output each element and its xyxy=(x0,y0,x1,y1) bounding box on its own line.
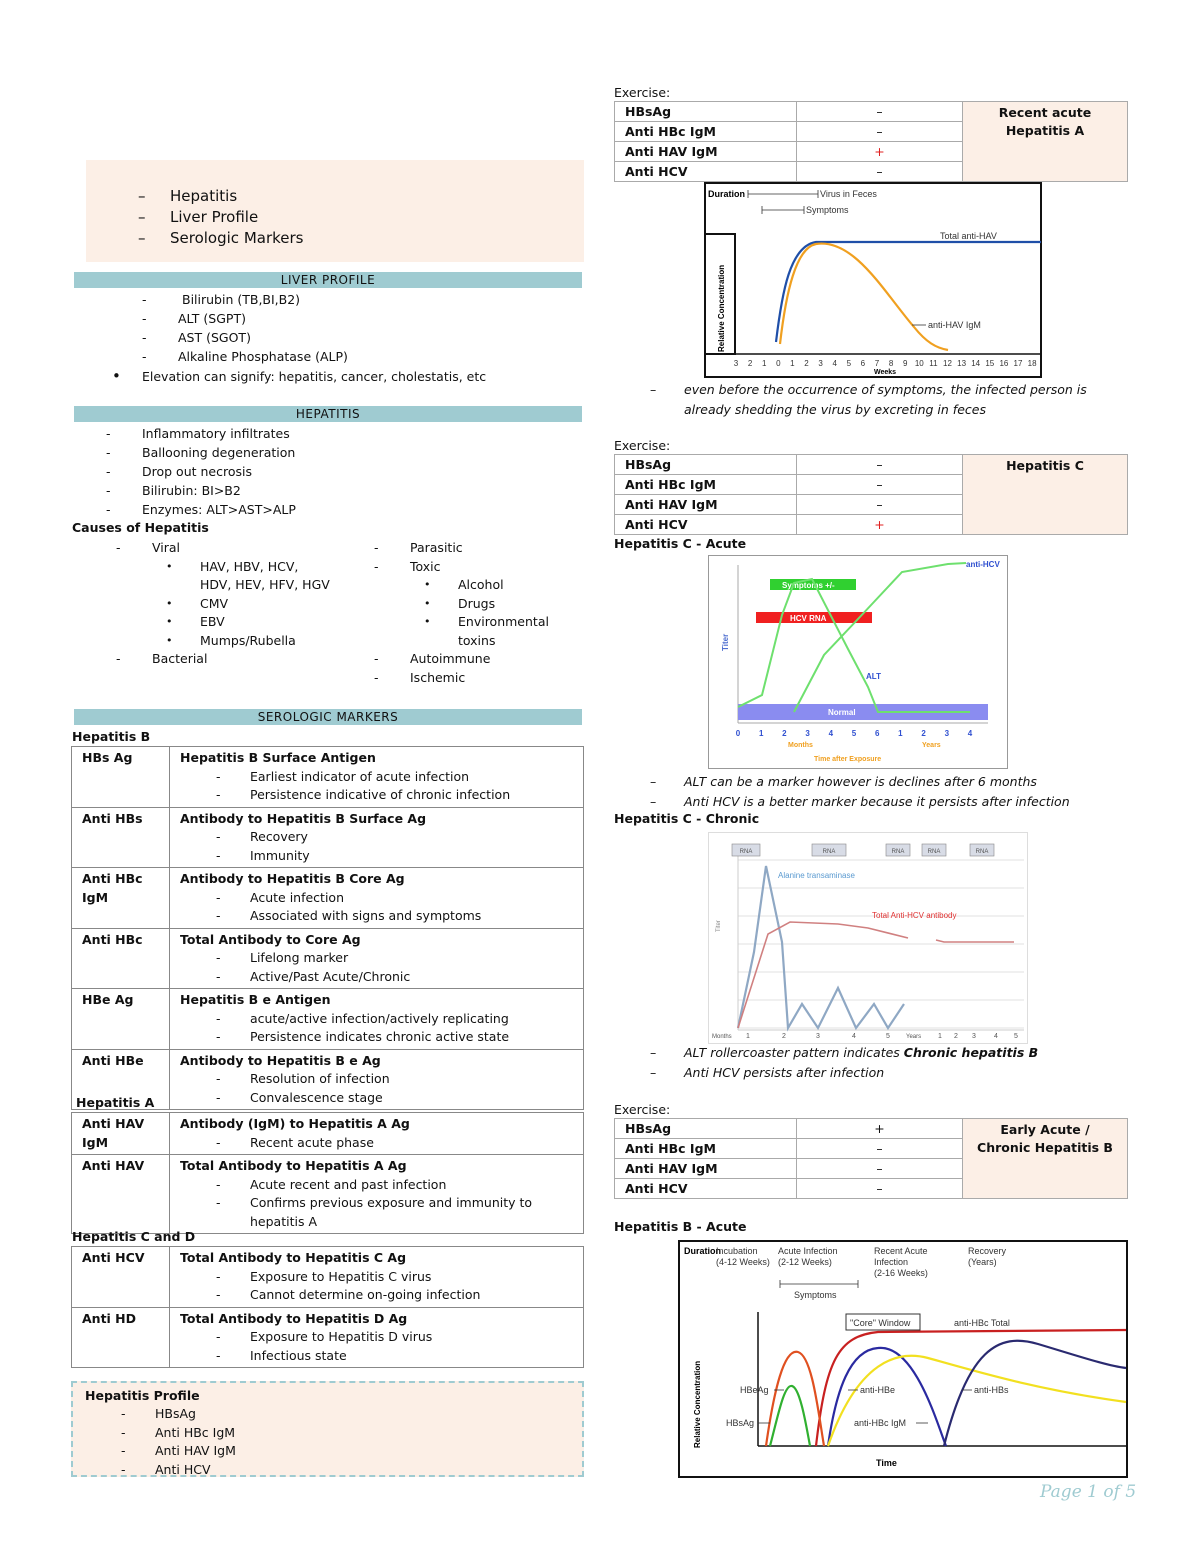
alt-label: ALT xyxy=(866,672,881,681)
tick-label: 2 xyxy=(782,1033,786,1040)
tick-label: 14 xyxy=(971,359,981,368)
list-item: - ALT (SGPT) xyxy=(178,309,348,328)
marker-cell: HBsAg xyxy=(615,1119,797,1139)
list-item: • Drugs xyxy=(458,595,570,614)
list-item: - AST (SGOT) xyxy=(178,328,348,347)
answer-cell: Recent acute Hepatitis A xyxy=(963,102,1128,182)
note-item: – Anti HCV is a better marker because it persists after infection xyxy=(614,792,1134,812)
result-cell: – xyxy=(797,1159,963,1179)
rna-label: RNA xyxy=(822,849,836,855)
hav-notes xyxy=(614,380,1134,420)
chart-frame xyxy=(709,556,1008,769)
note-item: – ALT can be a marker however is declines after 6 months xyxy=(614,772,1134,792)
marker-point: - Convalescence stage xyxy=(180,1089,577,1108)
marker-title: Antibody (IgM) to Hepatitis A Ag xyxy=(180,1116,410,1131)
hcv-acute-notes xyxy=(614,772,1134,812)
page-current: 1 xyxy=(1087,1482,1098,1502)
marker-point: - acute/active infection/actively replicating xyxy=(180,1010,577,1029)
description-cell xyxy=(170,807,584,868)
hepatitis-list xyxy=(142,424,296,519)
page-word: Page xyxy=(1040,1482,1082,1502)
core-window-label: "Core" Window xyxy=(850,1318,911,1328)
intro-box xyxy=(86,160,584,262)
description-cell xyxy=(170,1307,584,1368)
tick-label: 3 xyxy=(733,359,739,368)
page-total: 5 xyxy=(1125,1482,1137,1502)
tick-label: 4 xyxy=(828,729,834,738)
duration-label: Duration xyxy=(708,189,745,199)
list-item: - Bacterial xyxy=(152,650,332,669)
marker-point: - Acute recent and past infection xyxy=(180,1176,577,1195)
tick-label: 2 xyxy=(921,729,926,738)
normal-label: Normal xyxy=(828,708,856,717)
tick-label: 1 xyxy=(790,359,795,368)
intro-item: – Hepatitis xyxy=(138,186,584,207)
tick-label: 12 xyxy=(943,359,952,368)
marker-cell: Anti HBs xyxy=(72,807,170,868)
description-cell xyxy=(170,1155,584,1234)
hep-b-table xyxy=(71,746,584,1110)
marker-point: - Associated with signs and symptoms xyxy=(180,907,577,926)
marker-point: - Exposure to Hepatitis C virus xyxy=(180,1268,577,1287)
tick-label: 4 xyxy=(967,729,973,738)
marker-point: - Recent acute phase xyxy=(180,1134,577,1153)
table-row xyxy=(615,102,1128,122)
marker-title: Antibody to Hepatitis B Core Ag xyxy=(180,871,405,886)
tick-label: 1 xyxy=(761,359,767,368)
tick-label: 1 xyxy=(898,729,903,738)
table-row xyxy=(72,989,584,1050)
intro-item: – Serologic Markers xyxy=(138,228,584,249)
tick-label: 18 xyxy=(1027,359,1037,368)
marker-cell: Anti HCV xyxy=(615,515,797,535)
description-cell xyxy=(170,1049,584,1110)
marker-title: Total Antibody to Core Ag xyxy=(180,931,361,947)
liver-profile-note xyxy=(142,367,486,386)
causes-title: Causes of Hepatitis xyxy=(72,520,209,535)
list-item: • CMV xyxy=(200,595,332,614)
marker-cell: Anti HBc IgM xyxy=(615,122,797,142)
hepatitis-profile-title: Hepatitis Profile xyxy=(85,1388,200,1403)
table-row xyxy=(72,1155,584,1234)
hep-a-table xyxy=(71,1112,584,1234)
hep-cd-title: Hepatitis C and D xyxy=(72,1229,196,1244)
result-cell: – xyxy=(797,102,963,122)
y-axis-label: Titer xyxy=(721,633,730,651)
anti-hbc-total-label: anti-HBc Total xyxy=(954,1318,1010,1328)
symptoms-label: Symptoms xyxy=(806,205,849,215)
list-item: • EBV xyxy=(200,613,332,632)
marker-cell: Anti HAV IgM xyxy=(615,142,797,162)
page-number xyxy=(1040,1482,1136,1502)
list-item: - Viral xyxy=(152,539,332,558)
causes-left xyxy=(152,539,332,669)
description-cell xyxy=(170,989,584,1050)
table-row xyxy=(72,747,584,808)
tick-label: 4 xyxy=(994,1033,998,1040)
tick-label: 5 xyxy=(1014,1033,1018,1040)
description-cell xyxy=(170,868,584,929)
tick-label: 1 xyxy=(758,729,764,738)
exercise-label: Exercise: xyxy=(614,85,671,100)
tick-label: 3 xyxy=(805,729,810,738)
description-cell xyxy=(170,1113,584,1155)
note-text: ALT rollercoaster pattern indicates xyxy=(684,1045,904,1060)
list-item: - Bilirubin: BI>B2 xyxy=(142,481,296,500)
marker-cell: Anti HCV xyxy=(615,1179,797,1199)
list-item: - Parasitic xyxy=(410,539,570,558)
marker-point: - Persistence indicates chronic active state xyxy=(180,1028,577,1047)
result-cell: – xyxy=(797,1179,963,1199)
marker-title: Total Antibody to Hepatitis C Ag xyxy=(180,1250,407,1265)
result-cell: – xyxy=(797,495,963,515)
tick-label: 13 xyxy=(957,359,967,368)
hepatitis-profile-box xyxy=(71,1381,584,1477)
list-item: • Environmental toxins xyxy=(458,613,568,650)
hepatitis-heading: HEPATITIS xyxy=(74,406,582,422)
marker-point: - Resolution of infection xyxy=(180,1070,577,1089)
list-item: - Alkaline Phosphatase (ALP) xyxy=(178,347,348,366)
tick-label: 2 xyxy=(954,1033,958,1040)
hcv-chronic-notes xyxy=(614,1043,1134,1083)
tick-label: 9 xyxy=(902,359,908,368)
rna-label: RNA xyxy=(975,849,989,855)
marker-cell: HBsAg xyxy=(615,455,797,475)
list-item: - Anti HCV xyxy=(85,1461,582,1480)
tick-label: 16 xyxy=(999,359,1009,368)
description-cell xyxy=(170,747,584,808)
alt-label: Alanine transaminase xyxy=(778,871,855,880)
months-label: Months xyxy=(788,742,813,749)
marker-cell: Anti HAV xyxy=(72,1155,170,1234)
marker-point: - Immunity xyxy=(180,847,577,866)
anti-hcv-label: anti-HCV xyxy=(966,560,1000,569)
answer-cell: Hepatitis C xyxy=(963,455,1128,535)
y-axis-label: Relative Concentration xyxy=(717,264,726,352)
liver-profile-list xyxy=(178,290,348,366)
hbv-acute-title: Hepatitis B - Acute xyxy=(614,1219,747,1234)
tick-label: 11 xyxy=(929,359,938,368)
tick-label: 2 xyxy=(747,359,753,368)
result-cell: – xyxy=(797,1139,963,1159)
tick-label: 3 xyxy=(972,1033,976,1040)
table-row xyxy=(72,928,584,989)
table-row xyxy=(615,1119,1128,1139)
result-cell: + xyxy=(797,142,963,162)
note-emphasis: Chronic hepatitis B xyxy=(903,1045,1039,1060)
table-row xyxy=(72,1247,584,1308)
list-item: - Autoimmune xyxy=(410,650,570,669)
marker-cell: HBs Ag xyxy=(72,747,170,808)
table-row xyxy=(72,807,584,868)
exercise-label: Exercise: xyxy=(614,438,671,453)
marker-title: Total Antibody to Hepatitis A Ag xyxy=(180,1158,407,1173)
marker-cell: HBe Ag xyxy=(72,989,170,1050)
tick-label: 8 xyxy=(888,359,894,368)
exercise-label: Exercise: xyxy=(614,1102,671,1117)
months-label: Months xyxy=(712,1034,732,1040)
marker-title: Antibody to Hepatitis B e Ag xyxy=(180,1052,381,1068)
hep-cd-table xyxy=(71,1246,584,1368)
incubation-label: Incubation (4-12 Weeks) xyxy=(716,1246,770,1267)
result-cell: + xyxy=(797,515,963,535)
anti-hbs-label: anti-HBs xyxy=(974,1385,1009,1395)
duration-label: Duration xyxy=(684,1246,721,1256)
result-cell: – xyxy=(797,455,963,475)
marker-cell: Anti HCV xyxy=(72,1247,170,1308)
tick-label: 2 xyxy=(782,729,787,738)
recovery-label: Recovery (Years) xyxy=(968,1246,1007,1267)
answer-cell: Early Acute / Chronic Hepatitis B xyxy=(963,1119,1128,1199)
marker-cell: Anti HBe xyxy=(72,1049,170,1110)
tick-label: 10 xyxy=(914,359,924,368)
tick-label: 1 xyxy=(938,1033,942,1040)
y-axis-label: Titer xyxy=(716,920,722,932)
marker-cell: Anti HAV IgM xyxy=(615,1159,797,1179)
causes-right xyxy=(410,539,570,687)
list-item: - Bilirubin (TB,BI,B2) xyxy=(178,290,348,309)
marker-cell: HBsAg xyxy=(615,102,797,122)
tick-label: 6 xyxy=(860,359,866,368)
virus-feces-label: Virus in Feces xyxy=(820,189,877,199)
symptoms-label: Symptoms xyxy=(794,1290,837,1300)
page-of: of xyxy=(1103,1482,1120,1502)
anti-hbc-igm-label: anti-HBc IgM xyxy=(854,1418,907,1428)
x-axis-label: Weeks xyxy=(874,369,897,376)
acute-infection-label: Acute Infection (2-12 Weeks) xyxy=(778,1246,838,1267)
list-item: • Alcohol xyxy=(458,576,570,595)
hcv-chronic-chart xyxy=(708,832,1028,1044)
hbv-acute-chart xyxy=(678,1240,1128,1478)
result-cell: + xyxy=(797,1119,963,1139)
recent-acute-label: Recent Acute Infection (2-16 Weeks) xyxy=(874,1246,928,1278)
hcv-acute-title: Hepatitis C - Acute xyxy=(614,536,747,551)
tick-label: 4 xyxy=(852,1033,856,1040)
tick-label: 15 xyxy=(985,359,995,368)
marker-cell: Anti HAV IgM xyxy=(615,495,797,515)
list-item: • Elevation can signify: hepatitis, cancer, cholestatis, etc xyxy=(142,367,486,386)
hcv-chronic-title: Hepatitis C - Chronic xyxy=(614,811,760,826)
tick-label: 3 xyxy=(816,1033,820,1040)
tick-label: 7 xyxy=(874,359,880,368)
list-item: - Ischemic xyxy=(410,669,570,688)
tick-label: 0 xyxy=(776,359,781,368)
years-label: Years xyxy=(922,742,941,749)
hcv-acute-chart xyxy=(708,555,1008,769)
marker-point: - Infectious state xyxy=(180,1347,577,1366)
table-row xyxy=(72,1113,584,1155)
list-item: - Anti HAV IgM xyxy=(85,1442,582,1461)
note-item xyxy=(614,1043,1134,1063)
marker-point: - Confirms previous exposure and immunity to hepatitis A xyxy=(180,1194,577,1231)
marker-cell: Anti HBc xyxy=(72,928,170,989)
marker-point: - Lifelong marker xyxy=(180,949,577,968)
x-axis-label: Time xyxy=(876,1458,897,1468)
list-item: - Inflammatory infiltrates xyxy=(142,424,296,443)
result-cell: – xyxy=(797,122,963,142)
marker-point: - Cannot determine on-going infection xyxy=(180,1286,577,1305)
list-item: - Ballooning degeneration xyxy=(142,443,296,462)
tick-label: 4 xyxy=(832,359,837,368)
liver-profile-heading: LIVER PROFILE xyxy=(74,272,582,288)
years-label: Years xyxy=(906,1034,922,1040)
marker-title: Hepatitis B Surface Antigen xyxy=(180,750,376,765)
tick-label: 2 xyxy=(804,359,809,368)
marker-title: Total Antibody to Hepatitis D Ag xyxy=(180,1310,408,1326)
list-item: - HBsAg xyxy=(85,1405,582,1424)
list-item: • HAV, HBV, HCV, HDV, HEV, HFV, HGV xyxy=(200,558,330,595)
marker-point: - Exposure to Hepatitis D virus xyxy=(180,1328,577,1347)
anti-hbe-label: anti-HBe xyxy=(860,1385,896,1395)
tick-label: 1 xyxy=(746,1033,750,1040)
total-anti-hav-label: Total anti-HAV xyxy=(940,231,997,241)
marker-point: - Acute infection xyxy=(180,889,577,908)
hep-b-title: Hepatitis B xyxy=(72,729,151,744)
hbeag-label: HBeAg xyxy=(740,1385,769,1395)
rna-label: RNA xyxy=(891,849,905,855)
chart-frame xyxy=(705,183,1041,377)
table-row xyxy=(615,455,1128,475)
list-item: • Mumps/Rubella xyxy=(200,632,332,651)
marker-title: Antibody to Hepatitis B Surface Ag xyxy=(180,810,427,826)
list-item: - Toxic xyxy=(410,558,570,577)
marker-cell: Anti HD xyxy=(72,1307,170,1368)
rna-label: RNA xyxy=(927,849,941,855)
marker-point: - Persistence indicative of chronic infection xyxy=(180,786,577,805)
list-item: - Anti HBc IgM xyxy=(85,1424,582,1443)
x-axis-label: Time after Exposure xyxy=(814,756,882,763)
exercise-table-3 xyxy=(614,1118,1128,1199)
result-cell: – xyxy=(797,475,963,495)
marker-cell: Anti HBc IgM xyxy=(615,1139,797,1159)
result-cell: – xyxy=(797,162,963,182)
serologic-heading: SEROLOGIC MARKERS xyxy=(74,709,582,725)
y-axis-label: Relative Concentration xyxy=(693,1360,702,1448)
tick-label: 6 xyxy=(874,729,880,738)
description-cell xyxy=(170,928,584,989)
tick-label: 5 xyxy=(851,729,857,738)
rna-label: RNA xyxy=(739,849,753,855)
tick-label: 3 xyxy=(818,359,823,368)
hbsag-label: HBsAg xyxy=(726,1418,755,1428)
anti-hcv-label: Total Anti-HCV antibody xyxy=(872,911,957,920)
tick-label: 5 xyxy=(886,1033,890,1040)
note-item: – even before the occurrence of symptoms, the infected person is already shedding the virus by excreting in feces xyxy=(614,380,1134,420)
intro-item: – Liver Profile xyxy=(138,207,584,228)
marker-point: - Earliest indicator of acute infection xyxy=(180,768,577,787)
tick-label: 5 xyxy=(846,359,852,368)
marker-cell: Anti HBc IgM xyxy=(615,475,797,495)
hep-a-title: Hepatitis A xyxy=(76,1095,155,1110)
hcv-rna-label: HCV RNA xyxy=(790,614,827,623)
marker-cell: Anti HAV IgM xyxy=(72,1113,170,1155)
table-row xyxy=(72,868,584,929)
marker-point: - Recovery xyxy=(180,828,577,847)
marker-point: - Active/Past Acute/Chronic xyxy=(180,968,577,987)
anti-hav-igm-label: anti-HAV IgM xyxy=(928,320,981,330)
tick-label: 17 xyxy=(1013,359,1023,368)
note-item: – Anti HCV persists after infection xyxy=(614,1063,1134,1083)
symptoms-label: Symptoms +/- xyxy=(782,581,835,590)
marker-cell: Anti HBc IgM xyxy=(72,868,170,929)
exercise-table-1 xyxy=(614,101,1128,182)
exercise-table-2 xyxy=(614,454,1128,535)
list-item: - Enzymes: ALT>AST>ALP xyxy=(142,500,296,519)
hav-chart xyxy=(704,182,1042,378)
tick-label: 0 xyxy=(735,729,741,738)
tick-label: 3 xyxy=(944,729,950,738)
table-row xyxy=(72,1307,584,1368)
marker-cell: Anti HCV xyxy=(615,162,797,182)
list-item: - Drop out necrosis xyxy=(142,462,296,481)
description-cell xyxy=(170,1247,584,1308)
marker-title: Hepatitis B e Antigen xyxy=(180,992,331,1007)
